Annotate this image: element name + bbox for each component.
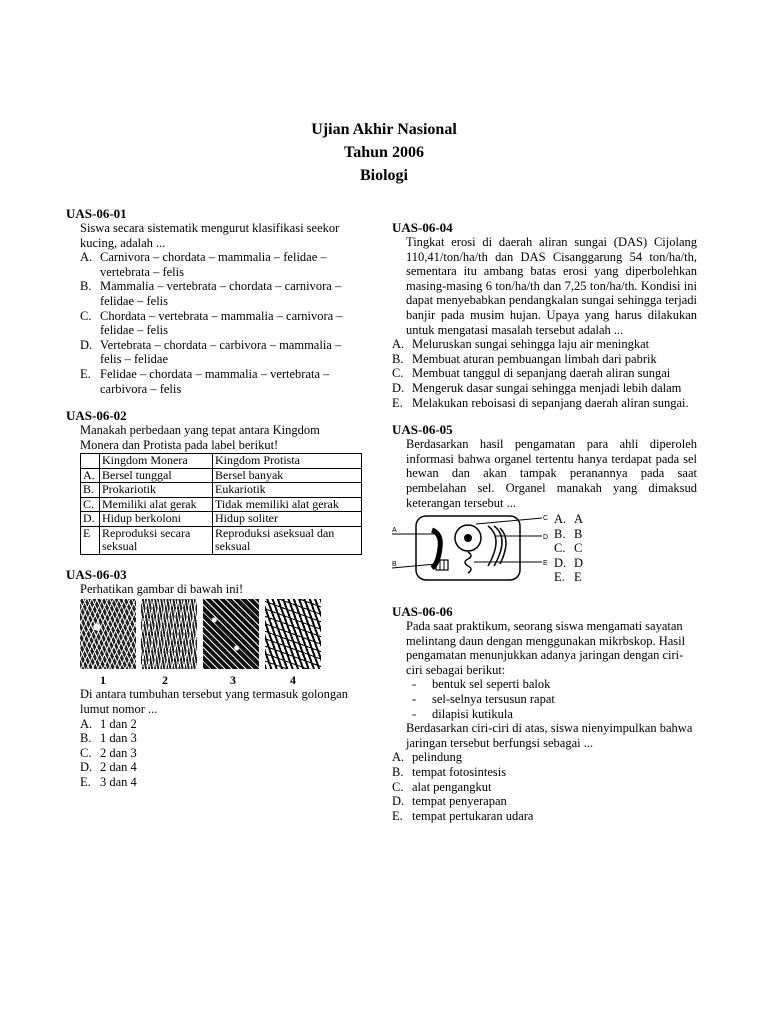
diagram-label-c: C <box>543 515 549 523</box>
answer-option: D. Vertebrata – chordata – carbivora – mammalia – felis – felidae <box>80 337 342 367</box>
photo-number: 3 <box>230 673 236 688</box>
exam-header <box>0 118 768 187</box>
diagram-label-e: E <box>543 560 548 568</box>
question-stem: Di antara tumbuhan tersebut yang termasuk golongan lumut nomor ... <box>80 687 348 716</box>
answer-option: B. tempat fotosintesis <box>392 765 507 780</box>
question-4 <box>392 220 697 410</box>
table-header-row: Kingdom Monera Kingdom Protista <box>81 454 362 469</box>
answer-option: B. B <box>554 526 583 541</box>
exam-subject: Biologi <box>359 167 408 184</box>
plant-photo-1 <box>80 599 136 669</box>
question-intro: Perhatikan gambar di bawah ini! <box>80 581 244 596</box>
answer-option: A. A <box>554 512 584 527</box>
question-id: UAS-06-03 <box>66 566 127 582</box>
right-column <box>392 220 697 835</box>
answer-option: E. tempat pertukaran udara <box>392 808 534 823</box>
plant-photo-3 <box>203 599 259 669</box>
photo-number: 1 <box>100 673 106 688</box>
answer-option: D. Mengeruk dasar sungai sehingga menjadi lebih dalam <box>392 380 682 395</box>
characteristic-item: - sel-selnya tersusun rapat <box>412 692 555 707</box>
answer-option: C. C <box>554 541 583 556</box>
question-stem: Siswa secara sistematik mengurut klasifikasi seekor kucing, adalah ... <box>80 221 340 250</box>
plant-photo-4 <box>265 599 321 669</box>
answer-option: E. 3 dan 4 <box>80 774 137 789</box>
diagram-label-a: A <box>392 527 397 535</box>
answer-option: D. D <box>554 555 584 570</box>
question-3 <box>66 567 358 790</box>
question-stem: Manakah perbedaan yang tepat antara Kingdom Monera dan Protista pada label berikut! <box>80 423 320 452</box>
answer-option: C. alat pengangkut <box>392 779 492 794</box>
answer-option: E. Felidae – chordata – mammalia – vertebrata – carbivora – felis <box>80 366 330 396</box>
plant-photos <box>80 599 358 669</box>
diagram-label-b: B <box>392 561 397 569</box>
answer-option: D. tempat penyerapan <box>392 794 507 809</box>
table-row: B. Prokariotik Eukariotik <box>81 483 362 498</box>
answer-option: A. Carnivora – chordata – mammalia – felidae – vertebrata – felis <box>80 250 327 279</box>
question-6 <box>392 604 697 823</box>
question-1 <box>66 206 358 396</box>
question-conclusion: Berdasarkan ciri-ciri di atas, siswa nienyimpulkan bahwa jaringan tersebut berfungsi sebagai ... <box>406 721 693 750</box>
exam-title: Ujian Akhir Nasional <box>311 121 457 138</box>
answer-option: B. 1 dan 3 <box>80 731 137 746</box>
question-stem: Pada saat praktikum, seorang siswa mengamati sayatan melintang daun dengan menggunakan mikrbskop. Hasil pengamatan menunjukkan adanya jaringan dengan ciri-ciri sebagai berikut: <box>406 619 686 677</box>
question-id: UAS-06-04 <box>392 220 453 235</box>
left-column <box>66 206 358 802</box>
question-2 <box>66 408 358 555</box>
answer-option: A. 1 dan 2 <box>80 716 137 731</box>
photo-numbers <box>80 673 358 687</box>
plant-photo-2 <box>141 599 197 669</box>
answer-option: E. Melakukan reboisasi di sepanjang daerah aliran sungai. <box>392 395 689 410</box>
question-stem: Tingkat erosi di daerah aliran sungai (DAS) Cijolang 110,41/ton/ha/th dan DAS Cisanggarung 54 ton/ha/th, sementara itu ambang batas erosi yang diperbolehkan masing-masing 6 ton/ha/th dan 7,25 ton/ha/th. Kondisi ini dapat menyebabkan pendangkalan sungai sehingga terjadi banjir pada musim hujan. Upaya yang harus dilakukan untuk mengatasi masalah tersebut adalah ... <box>406 235 697 337</box>
answer-option: B. Mammalia – vertebrata – chordata – carnivora – felidae – felis <box>80 279 342 308</box>
answer-option: E. E <box>554 570 582 585</box>
question-stem: Berdasarkan hasil pengamatan para ahli diperoleh informasi bahwa organel tertentu hanya terdapat pada sel hewan dan akan tampak peranannya pada saat pembelahan sel. Organel manakah yang dimaksud keterangan tersebut ... <box>406 437 697 510</box>
answer-option: D. 2 dan 4 <box>80 760 137 775</box>
answer-option: A. Meluruskan sungai sehingga laju air meningkat <box>392 337 650 352</box>
answer-option: B. Membuat aturan pembuangan limbah dari pabrik <box>392 351 657 366</box>
table-row: A. Bersel tunggal Bersel banyak <box>81 468 362 483</box>
question-id: UAS-06-02 <box>66 408 127 424</box>
table-row: D. Hidup berkoloni Hidup soliter <box>81 512 362 527</box>
question-id: UAS-06-06 <box>392 604 453 620</box>
answer-option: C. Chordata – vertebrata – mammalia – carnivora – felidae – felis <box>80 308 343 338</box>
table-row: C. Memiliki alat gerak Tidak memiliki alat gerak <box>81 497 362 512</box>
animal-cell-diagram <box>392 512 550 582</box>
answer-option: A. pelindung <box>392 750 462 765</box>
photo-number: 2 <box>162 673 168 688</box>
comparison-table <box>80 453 362 555</box>
answer-option: C. Membuat tanggul di sepanjang daerah aliran sungai <box>392 366 671 381</box>
characteristic-item: - dilapisi kutikula <box>412 706 513 721</box>
table-row: E Reproduksi secara seksual Reproduksi aseksual dan seksual <box>81 526 362 554</box>
question-id: UAS-06-05 <box>392 422 453 438</box>
characteristic-item: - bentuk sel seperti balok <box>412 677 551 692</box>
question-5 <box>392 422 697 585</box>
question-id: UAS-06-01 <box>66 206 127 221</box>
diagram-label-d: D <box>543 534 549 542</box>
answer-option: C. 2 dan 3 <box>80 745 137 760</box>
exam-year: Tahun 2006 <box>344 144 424 161</box>
photo-number: 4 <box>290 673 296 688</box>
